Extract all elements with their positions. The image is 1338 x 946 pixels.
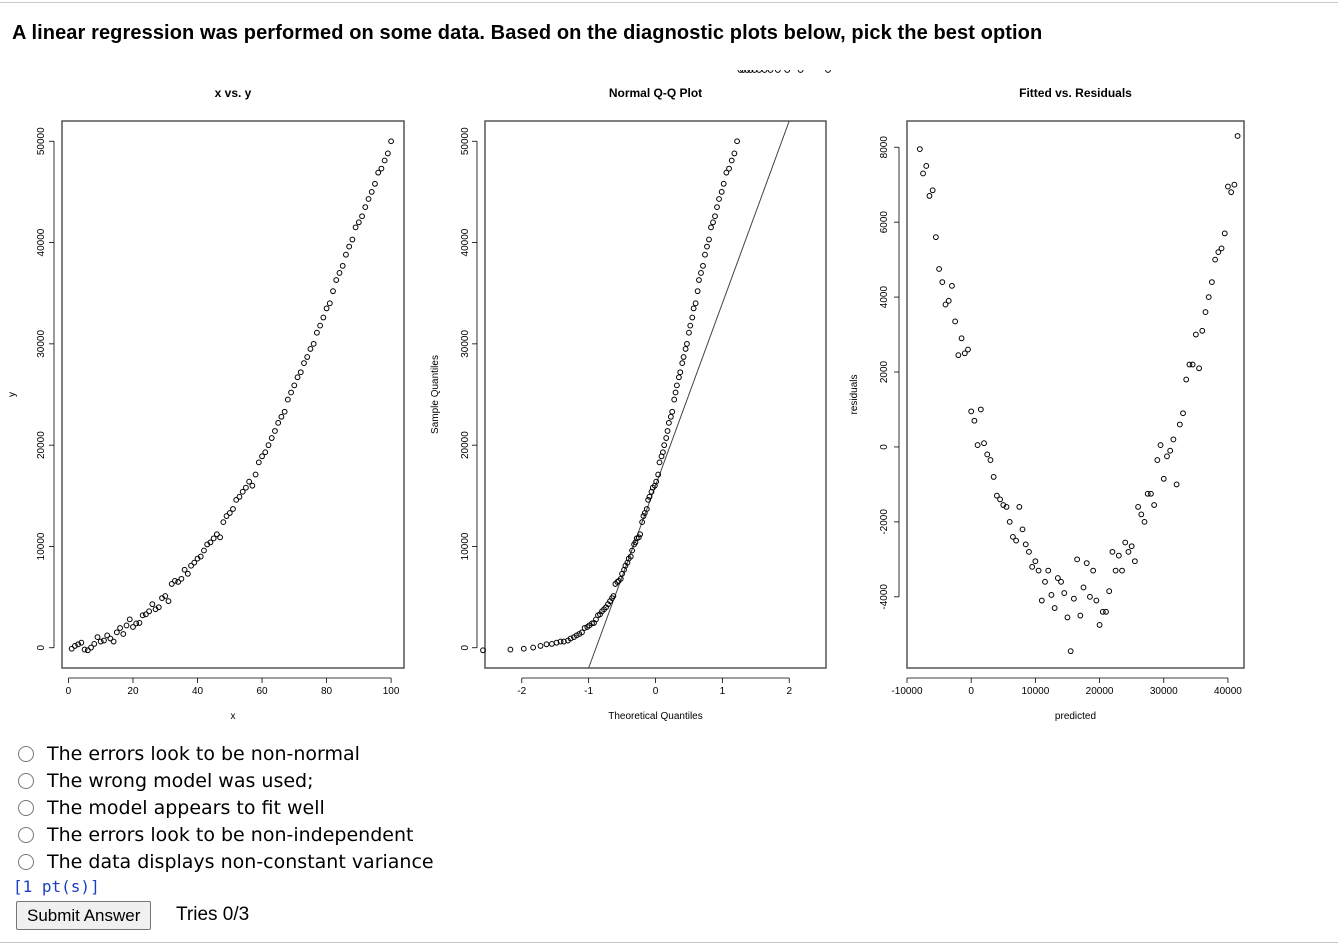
data-point	[1017, 504, 1022, 509]
data-point	[937, 267, 942, 272]
data-point	[665, 429, 670, 434]
data-point	[1158, 443, 1163, 448]
radio-button[interactable]	[18, 773, 34, 789]
x-tick-label: 10000	[1021, 686, 1050, 697]
y-tick-label: 8000	[879, 136, 890, 159]
x-tick-label: 100	[382, 686, 400, 697]
data-point	[1039, 598, 1044, 603]
data-point	[1213, 257, 1218, 262]
data-point	[946, 298, 951, 303]
data-point	[798, 70, 803, 72]
data-point	[250, 483, 255, 488]
data-point	[1152, 503, 1157, 508]
data-point	[221, 520, 226, 525]
option-label: The wrong model was used;	[47, 769, 314, 792]
data-point	[1030, 564, 1035, 569]
data-point	[785, 70, 790, 72]
data-point	[1165, 454, 1170, 459]
data-point	[389, 139, 394, 144]
chart-title: Fitted vs. Residuals	[1019, 86, 1132, 100]
data-point	[1210, 280, 1215, 285]
data-point	[1084, 561, 1089, 566]
data-point	[305, 355, 310, 360]
data-point	[757, 70, 762, 72]
data-point	[953, 319, 958, 324]
data-point	[356, 220, 361, 225]
data-point	[1059, 579, 1064, 584]
data-point	[1174, 482, 1179, 487]
data-point	[1142, 519, 1147, 524]
x-tick-label: -1	[584, 686, 594, 697]
data-point	[266, 443, 271, 448]
radio-button[interactable]	[18, 746, 34, 762]
data-point	[549, 641, 554, 646]
plot-frame	[907, 121, 1244, 668]
data-point	[705, 244, 710, 249]
data-point	[302, 361, 307, 366]
x-tick-label: 20	[127, 686, 139, 697]
data-point	[1129, 544, 1134, 549]
data-point	[1206, 295, 1211, 300]
data-point	[703, 252, 708, 257]
data-point	[1232, 182, 1237, 187]
data-point	[1052, 606, 1057, 611]
data-point	[279, 414, 284, 419]
data-point	[1184, 377, 1189, 382]
diagnostic-plots	[0, 70, 1338, 736]
data-point	[263, 450, 268, 455]
data-point	[366, 197, 371, 202]
y-tick-label: 50000	[460, 127, 471, 156]
x-tick-label: 60	[256, 686, 268, 697]
option-1[interactable]	[18, 740, 434, 767]
data-point	[324, 306, 329, 311]
data-point	[1222, 231, 1227, 236]
data-point	[1229, 190, 1234, 195]
data-point	[118, 626, 123, 631]
data-point	[991, 475, 996, 480]
data-point	[292, 383, 297, 388]
data-point	[673, 390, 678, 395]
data-point	[678, 370, 683, 375]
data-point	[1046, 568, 1051, 573]
answer-options	[18, 740, 434, 875]
data-point	[1168, 448, 1173, 453]
data-point	[975, 443, 980, 448]
data-point	[972, 418, 977, 423]
x-axis-label: predicted	[1054, 711, 1097, 722]
data-point	[1065, 615, 1070, 620]
data-point	[927, 194, 932, 199]
data-point	[95, 635, 100, 640]
data-point	[85, 648, 90, 653]
data-point	[1088, 594, 1093, 599]
y-tick-label: 4000	[879, 285, 890, 309]
data-point	[664, 436, 669, 441]
radio-button[interactable]	[18, 854, 34, 870]
data-point	[373, 181, 378, 186]
data-point	[124, 623, 129, 628]
data-point	[1036, 568, 1041, 573]
data-point	[1219, 246, 1224, 251]
data-point	[677, 375, 682, 380]
data-point	[218, 535, 223, 540]
y-tick-label: 0	[36, 644, 47, 651]
data-point	[690, 315, 695, 320]
data-point	[1068, 649, 1073, 654]
data-point	[1126, 549, 1131, 554]
data-point	[697, 278, 702, 283]
data-point	[729, 158, 734, 163]
data-point	[826, 70, 831, 72]
data-point	[680, 361, 685, 366]
y-tick-label: 30000	[36, 329, 47, 358]
data-point	[1023, 542, 1028, 547]
y-tick-label: 6000	[879, 211, 890, 234]
data-point	[166, 599, 171, 604]
data-point	[721, 181, 726, 186]
data-point	[1123, 540, 1128, 545]
chart-title: x vs. y	[214, 86, 252, 100]
y-axis-label: Sample Quantiles	[430, 355, 441, 434]
data-point	[369, 190, 374, 195]
data-point	[179, 576, 184, 581]
x-tick-label: 0	[968, 686, 974, 697]
x-tick-label: 0	[65, 686, 72, 697]
data-point	[688, 323, 693, 328]
data-point	[1071, 596, 1076, 601]
chart-panel-2	[430, 70, 830, 722]
data-point	[966, 347, 971, 352]
data-point	[114, 630, 119, 635]
data-point	[988, 458, 993, 463]
y-tick-label: 40000	[36, 228, 47, 257]
chart-title: Normal Q-Q Plot	[608, 86, 703, 100]
data-point	[1200, 328, 1205, 333]
data-point	[1075, 557, 1080, 562]
data-point	[1139, 512, 1144, 517]
data-point	[917, 147, 922, 152]
data-point	[321, 315, 326, 320]
x-axis-label: Theoretical Quantiles	[608, 711, 703, 722]
data-point	[1104, 609, 1109, 614]
option-label: The model appears to fit well	[47, 796, 325, 819]
data-point	[237, 494, 242, 499]
data-point	[244, 485, 249, 490]
data-point	[940, 280, 945, 285]
data-point	[956, 353, 961, 358]
chart-panel-1	[7, 86, 404, 722]
data-point	[735, 139, 740, 144]
data-point	[327, 301, 332, 306]
data-point	[231, 507, 236, 512]
data-point	[334, 278, 339, 283]
y-tick-label: 10000	[36, 532, 47, 561]
option-3[interactable]	[18, 794, 434, 821]
data-point	[1113, 568, 1118, 573]
data-point	[318, 323, 323, 328]
data-point	[185, 571, 190, 576]
data-point	[92, 641, 97, 646]
y-tick-label: 20000	[36, 431, 47, 460]
data-point	[344, 252, 349, 257]
data-point	[347, 244, 352, 249]
data-point	[709, 225, 714, 230]
data-point	[681, 355, 686, 360]
data-point	[147, 609, 152, 614]
data-point	[1181, 411, 1186, 416]
x-tick-label: 0	[652, 686, 659, 697]
data-point	[360, 214, 365, 219]
data-point	[202, 548, 207, 553]
data-point	[691, 306, 696, 311]
data-point	[1062, 591, 1067, 596]
data-point	[1081, 585, 1086, 590]
data-point	[670, 409, 675, 414]
data-point	[978, 407, 983, 412]
chart-panel-3	[849, 86, 1244, 722]
data-point	[1094, 598, 1099, 603]
option-label: The errors look to be non-normal	[47, 742, 360, 765]
data-point	[544, 642, 549, 647]
data-point	[921, 171, 926, 176]
y-tick-label: 0	[879, 444, 890, 450]
y-tick-label: 10000	[460, 532, 471, 561]
data-point	[657, 460, 662, 465]
data-point	[672, 397, 677, 402]
data-point	[121, 632, 126, 637]
data-point	[1116, 553, 1121, 558]
data-point	[662, 443, 667, 448]
data-point	[382, 158, 387, 163]
data-point	[1027, 549, 1032, 554]
data-point	[950, 283, 955, 288]
y-tick-label: 2000	[879, 360, 890, 384]
data-point	[768, 70, 773, 72]
data-point	[102, 638, 107, 643]
data-point	[719, 190, 724, 195]
submit-answer-button[interactable]: Submit Answer	[16, 901, 151, 930]
data-point	[1107, 589, 1112, 594]
data-point	[1091, 568, 1096, 573]
radio-button[interactable]	[18, 827, 34, 843]
data-point	[350, 237, 355, 242]
data-point	[1161, 476, 1166, 481]
y-tick-label: 30000	[460, 329, 471, 358]
data-point	[687, 330, 692, 335]
data-point	[699, 271, 704, 276]
data-point	[273, 429, 278, 434]
data-point	[276, 420, 281, 425]
data-point	[314, 330, 319, 335]
y-tick-label: 40000	[460, 228, 471, 257]
data-point	[111, 639, 116, 644]
y-axis-label: residuals	[849, 374, 860, 415]
data-point	[1197, 366, 1202, 371]
bottom-divider	[0, 942, 1338, 943]
data-point	[1136, 504, 1141, 509]
data-point	[713, 214, 718, 219]
data-point	[308, 347, 313, 352]
data-point	[311, 341, 316, 346]
data-point	[985, 452, 990, 457]
data-point	[538, 644, 543, 649]
x-tick-label: 40000	[1214, 686, 1242, 697]
data-point	[1049, 593, 1054, 598]
data-point	[1226, 184, 1231, 189]
data-point	[173, 578, 178, 583]
data-point	[1110, 549, 1115, 554]
data-point	[693, 301, 698, 306]
x-tick-label: 20000	[1085, 686, 1114, 697]
x-tick-label: 1	[719, 686, 726, 697]
data-point	[685, 341, 690, 346]
data-point	[707, 237, 712, 242]
data-point	[1020, 527, 1025, 532]
y-tick-label: -2000	[879, 509, 890, 535]
data-point	[340, 263, 345, 268]
data-point	[727, 166, 732, 171]
data-point	[379, 166, 384, 171]
data-point	[666, 420, 671, 425]
data-point	[289, 390, 294, 395]
data-point	[1033, 559, 1038, 564]
data-point	[295, 375, 300, 380]
data-point	[933, 235, 938, 240]
x-tick-label: 80	[321, 686, 333, 697]
data-point	[668, 414, 673, 419]
data-point	[282, 409, 287, 414]
data-point	[298, 370, 303, 375]
data-point	[150, 602, 155, 607]
data-point	[1149, 491, 1154, 496]
data-point	[982, 441, 987, 446]
data-point	[140, 613, 145, 618]
data-point	[683, 347, 688, 352]
data-point	[127, 617, 132, 622]
x-tick-label: -10000	[891, 686, 923, 697]
data-point	[531, 645, 536, 650]
plot-frame	[485, 121, 826, 668]
data-point	[331, 289, 336, 294]
data-point	[717, 197, 722, 202]
data-point	[1235, 134, 1240, 139]
x-tick-label: 40	[191, 686, 204, 697]
data-point	[715, 205, 720, 210]
y-tick-label: 50000	[36, 127, 47, 156]
data-point	[1177, 422, 1182, 427]
option-label: The errors look to be non-independent	[47, 823, 414, 846]
question-text: A linear regression was performed on some data. Based on the diagnostic plots below, pick the best option	[12, 22, 1043, 44]
data-point	[711, 220, 716, 225]
data-point	[762, 70, 767, 72]
x-axis-label: x	[230, 711, 236, 722]
data-point	[1014, 538, 1019, 543]
tries-counter: Tries 0/3	[176, 904, 250, 925]
data-point	[674, 383, 679, 388]
data-point	[959, 336, 964, 341]
data-point	[1171, 437, 1176, 442]
data-point	[256, 460, 261, 465]
data-point	[1043, 579, 1048, 584]
data-point	[1097, 623, 1102, 628]
data-point	[701, 263, 706, 268]
data-point	[1132, 559, 1137, 564]
data-point	[337, 271, 342, 276]
data-point	[353, 225, 358, 230]
y-axis-label: y	[7, 392, 18, 397]
option-label: The data displays non-constant variance	[47, 850, 434, 873]
option-4[interactable]	[18, 821, 434, 848]
points-label: [1 pt(s)]	[13, 877, 100, 896]
data-point	[924, 164, 929, 169]
option-5[interactable]	[18, 848, 434, 875]
data-point	[1190, 362, 1195, 367]
radio-button[interactable]	[18, 800, 34, 816]
x-tick-label: 30000	[1149, 686, 1178, 697]
data-point	[930, 188, 935, 193]
y-tick-label: 0	[460, 644, 471, 651]
data-point	[137, 621, 142, 626]
data-point	[385, 151, 390, 156]
data-point	[1120, 568, 1125, 573]
data-point	[1193, 332, 1198, 337]
option-2[interactable]	[18, 767, 434, 794]
data-point	[508, 647, 513, 652]
reference-line	[589, 121, 790, 668]
data-point	[1203, 310, 1208, 315]
data-point	[1007, 519, 1012, 524]
data-point	[1155, 458, 1160, 463]
data-point	[253, 472, 258, 477]
data-point	[1078, 613, 1083, 618]
data-point	[732, 151, 737, 156]
data-point	[285, 397, 290, 402]
data-point	[521, 646, 526, 651]
x-tick-label: 2	[786, 686, 793, 697]
data-point	[269, 436, 274, 441]
data-point	[998, 497, 1003, 502]
data-point	[775, 70, 780, 72]
top-divider	[0, 2, 1338, 3]
x-tick-label: -2	[517, 686, 527, 697]
data-point	[363, 205, 368, 210]
y-tick-label: -4000	[879, 584, 890, 610]
plot-frame	[62, 121, 404, 668]
data-point	[695, 289, 700, 294]
y-tick-label: 20000	[460, 431, 471, 460]
data-point	[98, 639, 103, 644]
data-point	[969, 409, 974, 414]
